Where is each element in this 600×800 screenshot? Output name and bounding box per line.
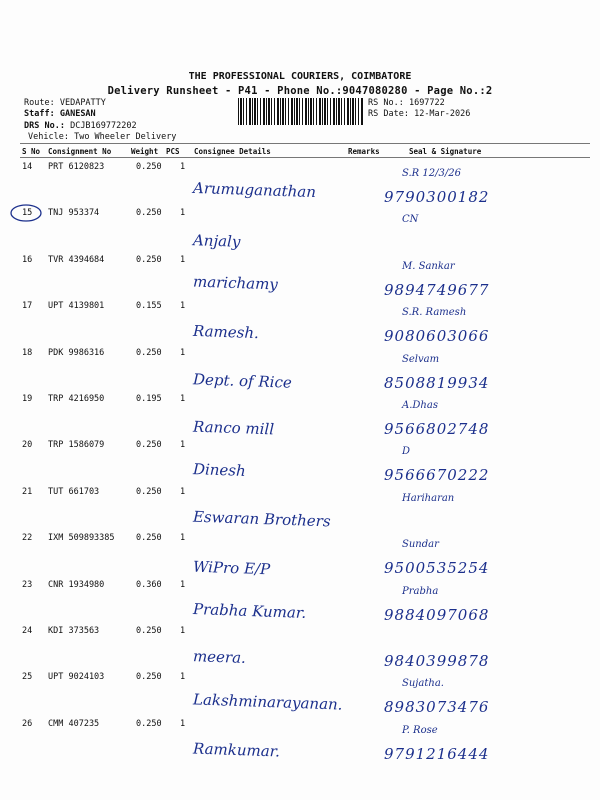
drs-line <box>24 121 137 131</box>
row-weight: 0.250 <box>136 208 162 219</box>
column-header-pcs: PCS <box>166 147 180 156</box>
row-consignee-phone: 9894749677 <box>384 280 490 299</box>
row-consignee-phone: 8508819934 <box>384 373 490 392</box>
row-consignment-no: TVR 4394684 <box>48 254 105 265</box>
row-sno: 16 <box>22 254 33 265</box>
rs-no-line <box>368 98 445 108</box>
runsheet-title: Delivery Runsheet - P41 - Phone No.:9047080280 - Page No.:2 <box>107 85 493 97</box>
row-consignment-no: CNR 1934980 <box>48 579 105 590</box>
staff-value: GANESAN <box>59 109 96 119</box>
row-consignee-name: Ramesh. <box>192 322 260 343</box>
table-row <box>0 254 600 299</box>
row-sno: 21 <box>22 486 33 497</box>
row-consignee-name: meera. <box>192 647 247 667</box>
row-weight: 0.250 <box>136 626 162 636</box>
row-pcs: 1 <box>180 208 186 219</box>
table-row <box>0 440 600 485</box>
row-sno: 24 <box>22 626 33 636</box>
table-row <box>0 718 600 763</box>
row-weight: 0.155 <box>136 301 162 312</box>
row-consignee-name: Ranco mill <box>192 417 275 439</box>
column-header-weight: Weight <box>131 147 159 156</box>
column-header-sno: S No <box>22 147 41 156</box>
column-header-consignee: Consignee Details <box>194 147 271 156</box>
staff-line <box>24 109 96 119</box>
row-weight: 0.250 <box>136 254 162 265</box>
column-header-signature: Seal & Signature <box>409 147 482 156</box>
row-weight: 0.250 <box>136 533 162 544</box>
rs-date-line <box>368 109 470 119</box>
row-sno: 18 <box>22 347 33 358</box>
vehicle-value: Two Wheeler Delivery <box>74 132 177 142</box>
row-weight: 0.250 <box>136 440 162 451</box>
staff-label: Staff: <box>24 109 55 119</box>
company-name: THE PROFESSIONAL COURIERS, COIMBATORE <box>188 71 412 82</box>
rs-no-label: RS No.: <box>368 98 404 108</box>
table-row <box>0 579 600 624</box>
row-consignment-no: TRP 1586079 <box>48 440 105 451</box>
row-sno: 17 <box>22 301 33 312</box>
barcode <box>238 98 364 125</box>
row-weight: 0.250 <box>136 162 162 172</box>
row-signature: CN <box>402 214 419 226</box>
row-weight: 0.250 <box>136 672 162 683</box>
row-signature: P. Rose <box>402 724 438 736</box>
row-signature: Selvam <box>402 353 440 365</box>
table-row <box>0 301 600 346</box>
row-consignee-name: Prabha Kumar. <box>192 599 307 622</box>
row-consignee-phone: 9791216444 <box>384 744 490 763</box>
row-sno: 23 <box>22 579 33 590</box>
row-consignment-no: TUT 661703 <box>48 486 100 497</box>
header-top-rule <box>20 143 590 144</box>
row-signature: S.R. Ramesh <box>402 307 467 319</box>
row-sno: 19 <box>22 394 33 404</box>
table-row <box>0 162 600 206</box>
row-consignee-name: Anjaly <box>192 230 241 251</box>
table-row <box>0 208 600 251</box>
row-consignment-no: PRT 6120823 <box>48 162 105 172</box>
row-signature: A.Dhas <box>402 400 438 411</box>
row-signature: Hariharan <box>402 492 455 504</box>
row-consignee-phone: 9566670222 <box>384 466 490 485</box>
row-sno: 25 <box>22 672 33 683</box>
sno-circle-mark <box>8 202 44 224</box>
row-pcs: 1 <box>180 254 186 265</box>
row-consignee-phone: 9500535254 <box>384 559 490 578</box>
table-row <box>0 486 600 530</box>
row-weight: 0.250 <box>136 486 162 497</box>
row-consignment-no: UPT 9024103 <box>48 672 105 683</box>
row-consignee-phone: 9884097068 <box>384 605 490 624</box>
row-pcs: 1 <box>180 347 186 358</box>
row-sno: 15 <box>22 208 33 219</box>
row-weight: 0.250 <box>136 718 162 729</box>
row-pcs: 1 <box>180 440 186 451</box>
row-pcs: 1 <box>180 486 186 497</box>
row-signature: Sundar <box>402 539 439 551</box>
rs-date-label: RS Date: <box>368 109 409 119</box>
row-consignee-name: Lakshminarayanan. <box>192 690 343 714</box>
header-bottom-rule <box>20 157 590 158</box>
row-consignment-no: PDK 9986316 <box>48 347 105 358</box>
row-pcs: 1 <box>180 301 186 312</box>
row-consignment-no: TNJ 953374 <box>48 208 100 219</box>
vehicle-line <box>28 132 176 142</box>
row-consignee-name: Arumuganathan <box>192 178 317 202</box>
row-pcs: 1 <box>180 626 186 636</box>
row-pcs: 1 <box>180 533 186 544</box>
row-signature: Prabha <box>402 585 439 597</box>
rs-no-value: 1697722 <box>408 98 445 108</box>
row-consignee-phone: 9566802748 <box>384 420 490 438</box>
row-consignment-no: IXM 509893385 <box>48 533 115 544</box>
drs-label: DRS No.: <box>24 121 65 131</box>
route-value: VEDAPATTY <box>59 98 106 108</box>
row-pcs: 1 <box>180 579 186 590</box>
row-consignee-name: WiPro E/P <box>192 557 271 579</box>
row-consignee-phone: 9080603066 <box>384 327 490 346</box>
row-consignee-name: Dinesh <box>192 459 247 480</box>
row-signature: M. Sankar <box>402 260 455 272</box>
row-sno: 26 <box>22 718 33 729</box>
row-consignment-no: KDI 373563 <box>48 626 100 636</box>
row-consignment-no: CMM 407235 <box>48 718 100 729</box>
row-weight: 0.250 <box>136 347 162 358</box>
table-row <box>0 394 600 439</box>
row-consignee-phone: 8983073476 <box>384 698 490 717</box>
row-signature: D <box>402 446 411 458</box>
row-consignment-no: UPT 4139801 <box>48 301 105 312</box>
row-consignee-name: marichamy <box>192 272 279 294</box>
rs-date-value: 12-Mar-2026 <box>414 109 471 119</box>
row-consignee-phone: 9840399878 <box>384 652 490 670</box>
row-consignment-no: TRP 4216950 <box>48 394 105 404</box>
row-pcs: 1 <box>180 162 186 172</box>
row-sno: 22 <box>22 533 33 544</box>
column-header-remarks: Remarks <box>348 147 380 156</box>
row-sno: 14 <box>22 162 33 172</box>
drs-value: DCJB169772202 <box>70 121 137 131</box>
row-consignee-name: Ramkumar. <box>192 739 281 761</box>
row-sno: 20 <box>22 440 33 451</box>
column-header-consignment: Consignment No <box>48 147 112 156</box>
table-row <box>0 347 600 392</box>
row-pcs: 1 <box>180 718 186 729</box>
row-signature: Sujatha. <box>402 678 444 690</box>
row-weight: 0.195 <box>136 394 162 404</box>
row-signature: S.R 12/3/26 <box>402 168 461 179</box>
vehicle-label: Vehicle: <box>28 132 69 142</box>
row-consignee-phone: 9790300182 <box>384 188 490 206</box>
row-weight: 0.360 <box>136 579 162 590</box>
table-row <box>0 626 600 670</box>
table-row <box>0 672 600 717</box>
route-label: Route: <box>24 98 55 108</box>
row-consignee-name: Eswaran Brothers <box>192 507 331 530</box>
table-row <box>0 533 600 579</box>
route-line <box>24 98 106 108</box>
row-pcs: 1 <box>180 394 186 404</box>
row-pcs: 1 <box>180 672 186 683</box>
row-consignee-name: Dept. of Rice <box>192 370 293 392</box>
